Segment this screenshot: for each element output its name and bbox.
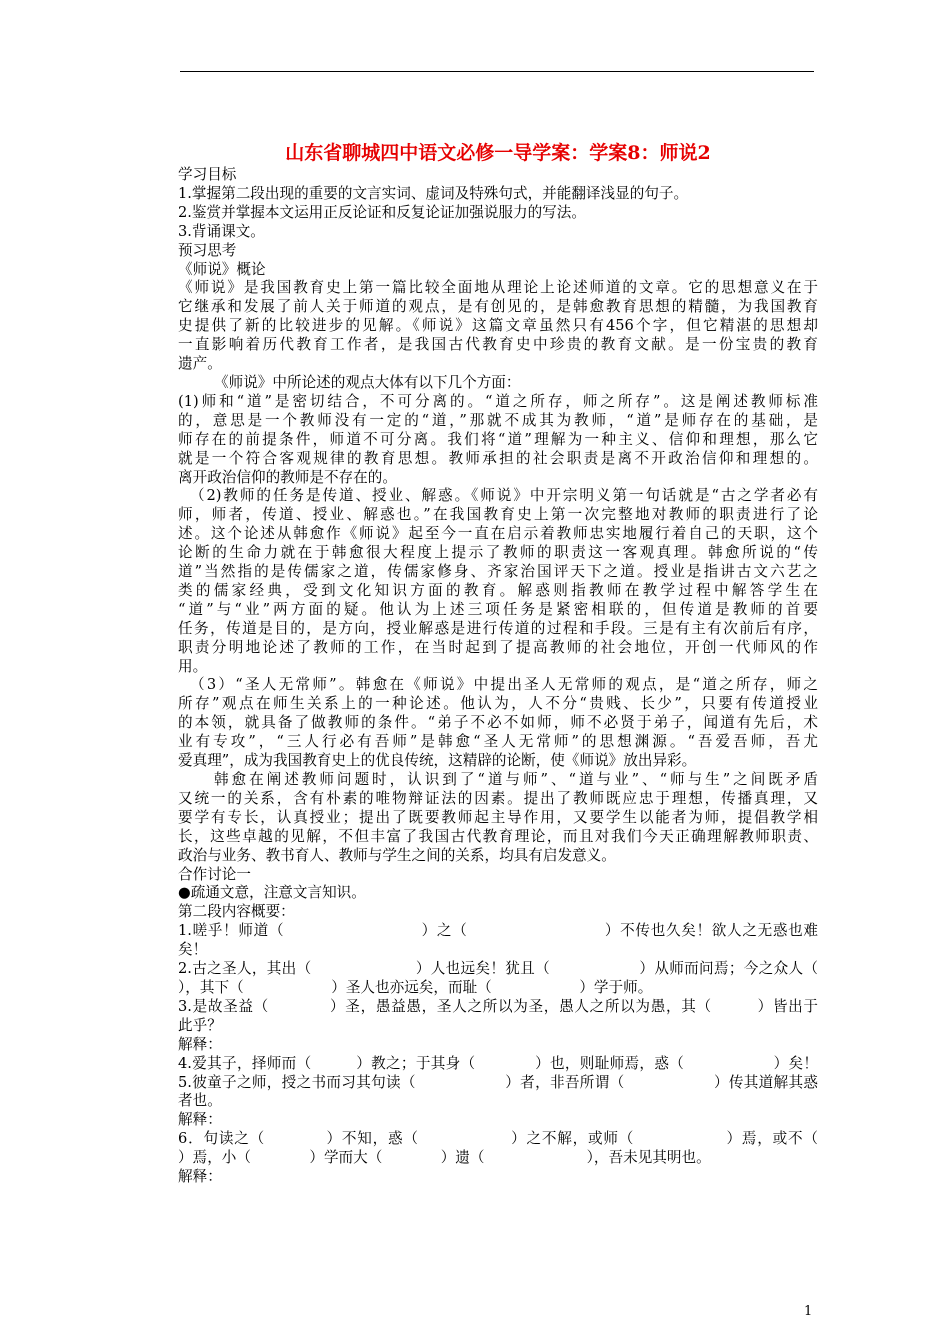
paragraph-line: 爱真理”，成为我国教育史上的优良传统，这精辟的论断，使《师说》放出异彩。 (178, 752, 697, 770)
bullet-item: ●疏通文意，注意文言知识。 (178, 884, 366, 902)
paragraph-line: (1)师和“道”是密切结合，不可分离的。“道之所存，师之所存”。这是阐述教师标准 (178, 392, 818, 410)
paragraph-line: 业有专攻”，“三人行必有吾师”是韩愈“圣人无常师”的思想渊源。“吾爱吾师，吾尤 (178, 733, 818, 751)
paragraph-line: 它继承和发展了前人关于师道的观点，是有创见的，是韩愈教育思想的精髓，为我国教育 (178, 298, 818, 316)
paragraph-line: 又统一的关系，含有朴素的唯物辩证法的因素。提出了教师既应忠于理想，传播真理，又 (178, 789, 818, 807)
paragraph-line: 就是一个符合客观规律的教育思想。教师承担的社会职责是离不开政治信仰和理想的。 (178, 449, 818, 467)
paragraph-line: “道”与“业”两方面的疑。他认为上述三项任务是紧密相联的，但传道是教师的首要 (178, 600, 818, 618)
subsection-heading: 《师说》概论 (178, 260, 266, 278)
exercise-line: ）焉，小（ ）学而大（ ）遗（ ），吾未见其明也。 (178, 1149, 711, 1167)
goal-item: 3.背诵课文。 (178, 222, 265, 240)
paragraph-line: 用。 (178, 657, 208, 675)
paragraph-line: 的，意思是一个教师没有一定的“道，”那就不成其为教师，“道”是师存在的基础，是 (178, 411, 818, 429)
exercise-line: 6．句读之（ ）不知，惑（ ）之不解，或师（ ）焉，或不（ (178, 1130, 818, 1148)
paragraph-line: 师，师者，传道、授业、解惑也。”在我国教育史上第一次完整地对教师的职责进行了论 (178, 506, 818, 524)
section-heading: 学习目标 (178, 166, 237, 183)
page-number: 1 (804, 1304, 813, 1319)
paragraph-line: 离开政治信仰的教师是不存在的。 (178, 468, 397, 486)
paragraph-line: 史提供了新的比较进步的见解。《师说》这篇文章虽然只有456个字，但它精湛的思想却 (178, 317, 818, 335)
answer-label: 解释： (178, 1168, 222, 1186)
paragraph-line: 政治与业务、教书育人、教师与学生之间的关系，均具有启发意义。 (178, 846, 616, 864)
subsection-heading: 第二段内容概要： (178, 903, 295, 921)
paragraph-line: 长，这些卓越的见解，不但丰富了我国古代教育理论，而且对我们今天正确理解教师职责、 (178, 827, 818, 845)
header-rule (180, 71, 814, 72)
paragraph-line: 要学有专长，认真授业；提出了既要教师起主导作用，又要学生以能者为师，提倡教学相 (178, 808, 818, 826)
exercise-line: 1.嗟乎！师道（ ）之（ ）不传也久矣！欲人之无惑也难 (178, 922, 818, 940)
paragraph-line: 一直影响着历代教育工作者，是我国古代教育史中珍贵的教育文献。是一份宝贵的教育 (178, 336, 818, 354)
exercise-line: 3.是故圣益（ ）圣，愚益愚，圣人之所以为圣，愚人之所以为愚，其（ ）皆出于 (178, 997, 818, 1015)
exercise-line: 5.彼童子之师，授之书而习其句读（ ）者，非吾所谓（ ）传其道解其惑 (178, 1073, 818, 1091)
exercise-line: 2.古之圣人，其出（ ）人也远矣！犹且（ ）从师而问焉；今之众人（ (178, 960, 818, 978)
answer-label: 解释： (178, 1035, 222, 1053)
paragraph-line: 类的儒家经典，受到文化知识方面的教育。解惑则指教师在教学过程中解答学生在 (178, 581, 818, 599)
paragraph-line: 道”当然指的是传儒家之道，传儒家修身、齐家治国评天下之道。授业是指讲古文六艺之 (178, 563, 818, 581)
paragraph-line: 任务，传道是目的，是方向，授业解惑是进行传道的过程和手段。三是有主有次前后有序， (178, 619, 818, 637)
section-heading: 预习思考 (178, 241, 237, 259)
goal-item: 1.掌握第二段出现的重要的文言实词、虚词及特殊句式，并能翻译浅显的句子。 (178, 184, 689, 202)
paragraph-line: 职责分明地论述了教师的工作，在当时起到了提高教师的社会地位，开创一代师风的作 (178, 638, 818, 656)
section-heading: 合作讨论一 (178, 865, 251, 883)
paragraph-line: 遗产。 (178, 355, 222, 373)
paragraph-line: （3）“圣人无常师”。韩愈在《师说》中提出圣人无常师的观点，是“道之所存，师之 (190, 676, 818, 694)
answer-label: 解释： (178, 1111, 222, 1129)
paragraph-line: 论断的生命力就在于韩愈很大程度上提示了教师的职责这一客观真理。韩愈所说的“传 (178, 544, 818, 562)
paragraph-line: （2)教师的任务是传道、授业、解惑。《师说》中开宗明义第一句话就是“古之学者必有 (190, 487, 818, 505)
paragraph-line: 《师说》是我国教育史上第一篇比较全面地从理论上论述师道的文章。它的思想意义在于 (178, 279, 818, 297)
exercise-line: 此乎？ (178, 1016, 222, 1034)
paragraph-line: 述。这个论述从韩愈作《师说》起至今一直在启示着教师忠实地履行着自己的天职，这个 (178, 525, 818, 543)
paragraph-line: 《师说》中所论述的观点大体有以下几个方面： (214, 373, 521, 391)
paragraph-line: 师存在的前提条件，师道不可分离。我们将“道”理解为一种主义、信仰和理想，那么它 (178, 430, 818, 448)
document-body (178, 140, 818, 1187)
paragraph-line: 韩愈在阐述教师问题时，认识到了“道与师”、“道与业”、“师与生”之间既矛盾 (214, 771, 818, 788)
exercise-line: 者也。 (178, 1092, 222, 1110)
goal-item: 2.鉴赏并掌握本文运用正反论证和反复论证加强说服力的写法。 (178, 203, 586, 221)
page-title: 山东省聊城四中语文必修一导学案：学案8：师说2 (285, 142, 711, 164)
paragraph-line: 的本领，就具备了做教师的条件。“弟子不必不如师，师不必贤于弟子，闻道有先后，术 (178, 714, 818, 732)
paragraph-line: 所存”观点在师生关系上的一种论述。他认为，人不分“贵贱、长少”，只要有传道授业 (178, 695, 818, 713)
exercise-line: 4.爱其子，择师而（ ）教之；于其身（ ）也，则耻师焉，惑（ ）矣！ (178, 1054, 818, 1072)
exercise-line: ），其下（ ）圣人也亦远矣，而耻（ ）学于师。 (178, 978, 653, 996)
exercise-line: 矣！ (178, 941, 208, 959)
